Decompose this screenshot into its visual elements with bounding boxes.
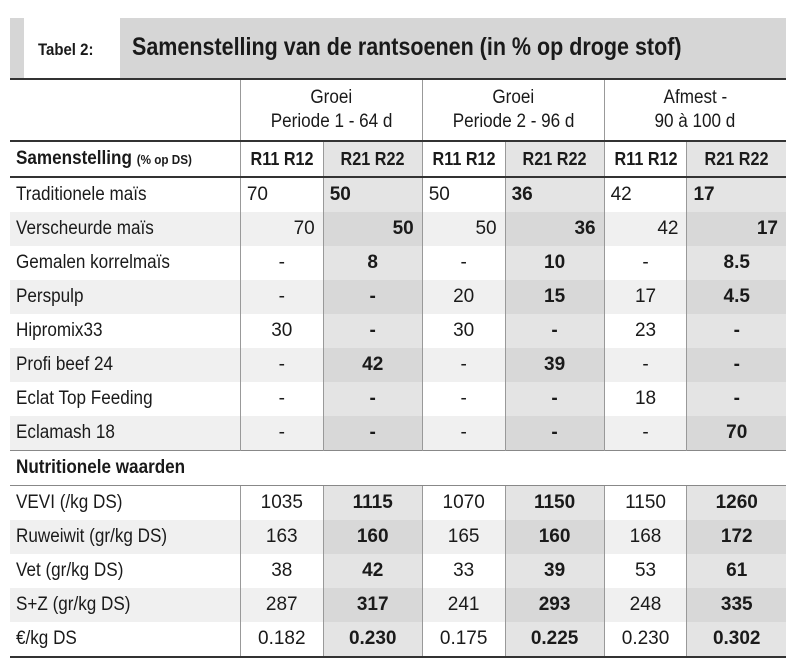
table-cell: 1260: [687, 486, 786, 521]
table-cell: 30: [422, 314, 505, 348]
table-cell: 248: [604, 588, 687, 622]
group-2-line1: Groei: [492, 87, 535, 108]
table-cell: 0.225: [505, 622, 604, 657]
section-title: Nutritionele waarden: [10, 451, 786, 486]
table-row: [10, 382, 786, 416]
table-cell: 0.230: [604, 622, 687, 657]
row-label: €/kg DS: [10, 622, 240, 657]
table-cell: 335: [687, 588, 786, 622]
group-header-row: [10, 79, 786, 141]
table-cell: 70: [687, 416, 786, 451]
table-cell: 61: [687, 554, 786, 588]
table-cell: 42: [323, 348, 422, 382]
table-cell: 39: [505, 554, 604, 588]
table-cell: 42: [604, 212, 687, 246]
table-row: [10, 212, 786, 246]
table-cell: 1150: [505, 486, 604, 521]
table-cell: -: [240, 382, 323, 416]
table-cell: 38: [240, 554, 323, 588]
table-number: Tabel 2:: [38, 40, 94, 59]
row-label: Eclat Top Feeding: [16, 388, 153, 409]
group-3-line2: 90 à 100 d: [654, 111, 736, 132]
table-cell: -: [323, 416, 422, 451]
table-row: [10, 314, 786, 348]
table-cell: 42: [604, 177, 687, 212]
table-cell: 50: [422, 177, 505, 212]
group-1-line2: Periode 1 - 64 d: [270, 111, 393, 132]
column-header-4: R21 R22: [505, 141, 604, 177]
table-cell: 50: [323, 177, 422, 212]
table-cell: -: [687, 314, 786, 348]
table-cell: -: [323, 314, 422, 348]
table-cell: 163: [240, 520, 323, 554]
table-cell: 17: [604, 280, 687, 314]
table-cell: -: [422, 416, 505, 451]
table-cell: 1035: [240, 486, 323, 521]
table-row: [10, 416, 786, 451]
table-cell: 53: [604, 554, 687, 588]
table-cell: -: [687, 382, 786, 416]
table-cell: 165: [422, 520, 505, 554]
table-cell: -: [422, 382, 505, 416]
table-cell: 8: [323, 246, 422, 280]
table-cell: 23: [604, 314, 687, 348]
column-header-1: R11 R12: [240, 141, 323, 177]
header-label: Samenstelling: [16, 148, 132, 169]
group-header-2: [422, 79, 604, 141]
group-3-line1: Afmest -: [663, 87, 728, 108]
table-cell: -: [687, 348, 786, 382]
table-cell: 36: [505, 212, 604, 246]
table-cell: 18: [604, 382, 687, 416]
column-header-row: [10, 141, 786, 177]
column-header-2: R21 R22: [323, 141, 422, 177]
column-header-3: R11 R12: [422, 141, 505, 177]
table-cell: 70: [240, 212, 323, 246]
row-label: Vet (gr/kg DS): [16, 560, 124, 581]
table-cell: -: [422, 246, 505, 280]
row-label: S+Z (gr/kg DS): [10, 588, 240, 622]
table-cell: -: [505, 314, 604, 348]
column-header-label: [10, 141, 240, 177]
section-header-row: [10, 451, 786, 486]
table-cell: -: [323, 280, 422, 314]
table-cell: 50: [323, 212, 422, 246]
table-cell: -: [604, 416, 687, 451]
row-label: Hipromix33: [16, 320, 103, 341]
table-row: [10, 520, 786, 554]
table-cell: 0.175: [422, 622, 505, 657]
table-cell: 17: [687, 212, 786, 246]
table-cell: 1070: [422, 486, 505, 521]
table-cell: -: [240, 246, 323, 280]
table-cell: 0.230: [323, 622, 422, 657]
table-cell: -: [604, 246, 687, 280]
table-cell: -: [240, 416, 323, 451]
table-row: [10, 348, 786, 382]
table-cell: -: [240, 280, 323, 314]
table-cell: 172: [687, 520, 786, 554]
row-label: Profi beef 24: [10, 348, 240, 382]
table-cell: 0.302: [687, 622, 786, 657]
table-cell: 33: [422, 554, 505, 588]
table-row: [10, 177, 786, 212]
table-cell: -: [604, 348, 687, 382]
header-label-sub: (% op DS): [136, 152, 192, 167]
table-title: Samenstelling van de rantsoenen (in % op droge stof): [132, 33, 682, 61]
table-cell: 15: [505, 280, 604, 314]
table-cell: 36: [505, 177, 604, 212]
table-cell: 70: [240, 177, 323, 212]
table-row: [10, 554, 786, 588]
table-cell: 317: [323, 588, 422, 622]
table-cell: -: [505, 382, 604, 416]
column-header-5: R11 R12: [604, 141, 687, 177]
table-cell: 293: [505, 588, 604, 622]
table-cell: 241: [422, 588, 505, 622]
table-cell: 1115: [323, 486, 422, 521]
row-label: Eclamash 18: [10, 416, 240, 451]
table-cell: 10: [505, 246, 604, 280]
table-cell: -: [323, 382, 422, 416]
group-header-1: [240, 79, 422, 141]
row-label: Traditionele maïs: [16, 184, 147, 205]
group-header-3: [604, 79, 786, 141]
table-cell: 30: [240, 314, 323, 348]
column-header-6: R21 R22: [687, 141, 786, 177]
table-cell: 8.5: [687, 246, 786, 280]
table-cell: 287: [240, 588, 323, 622]
table-row: [10, 280, 786, 314]
table-cell: 4.5: [687, 280, 786, 314]
empty-corner: [10, 79, 240, 141]
table-cell: 42: [323, 554, 422, 588]
row-label: Perspulp: [10, 280, 240, 314]
table-cell: 160: [505, 520, 604, 554]
ration-table: [10, 78, 786, 658]
table-cell: 17: [687, 177, 786, 212]
table-cell: 168: [604, 520, 687, 554]
table-row: [10, 622, 786, 657]
row-label: Ruweiwit (gr/kg DS): [10, 520, 240, 554]
group-1-line1: Groei: [310, 87, 353, 108]
table-cell: 20: [422, 280, 505, 314]
row-label: Verscheurde maïs: [10, 212, 240, 246]
table-row: [10, 246, 786, 280]
table-cell: 160: [323, 520, 422, 554]
table-cell: -: [505, 416, 604, 451]
table-cell: 50: [422, 212, 505, 246]
row-label: VEVI (/kg DS): [16, 492, 123, 513]
table-cell: -: [422, 348, 505, 382]
table-row: [10, 486, 786, 521]
table-cell: 39: [505, 348, 604, 382]
table-cell: -: [240, 348, 323, 382]
group-2-line2: Periode 2 - 96 d: [452, 111, 575, 132]
table-cell: 0.182: [240, 622, 323, 657]
table-cell: 1150: [604, 486, 687, 521]
row-label: Gemalen korrelmaïs: [16, 252, 170, 273]
table-row: [10, 588, 786, 622]
